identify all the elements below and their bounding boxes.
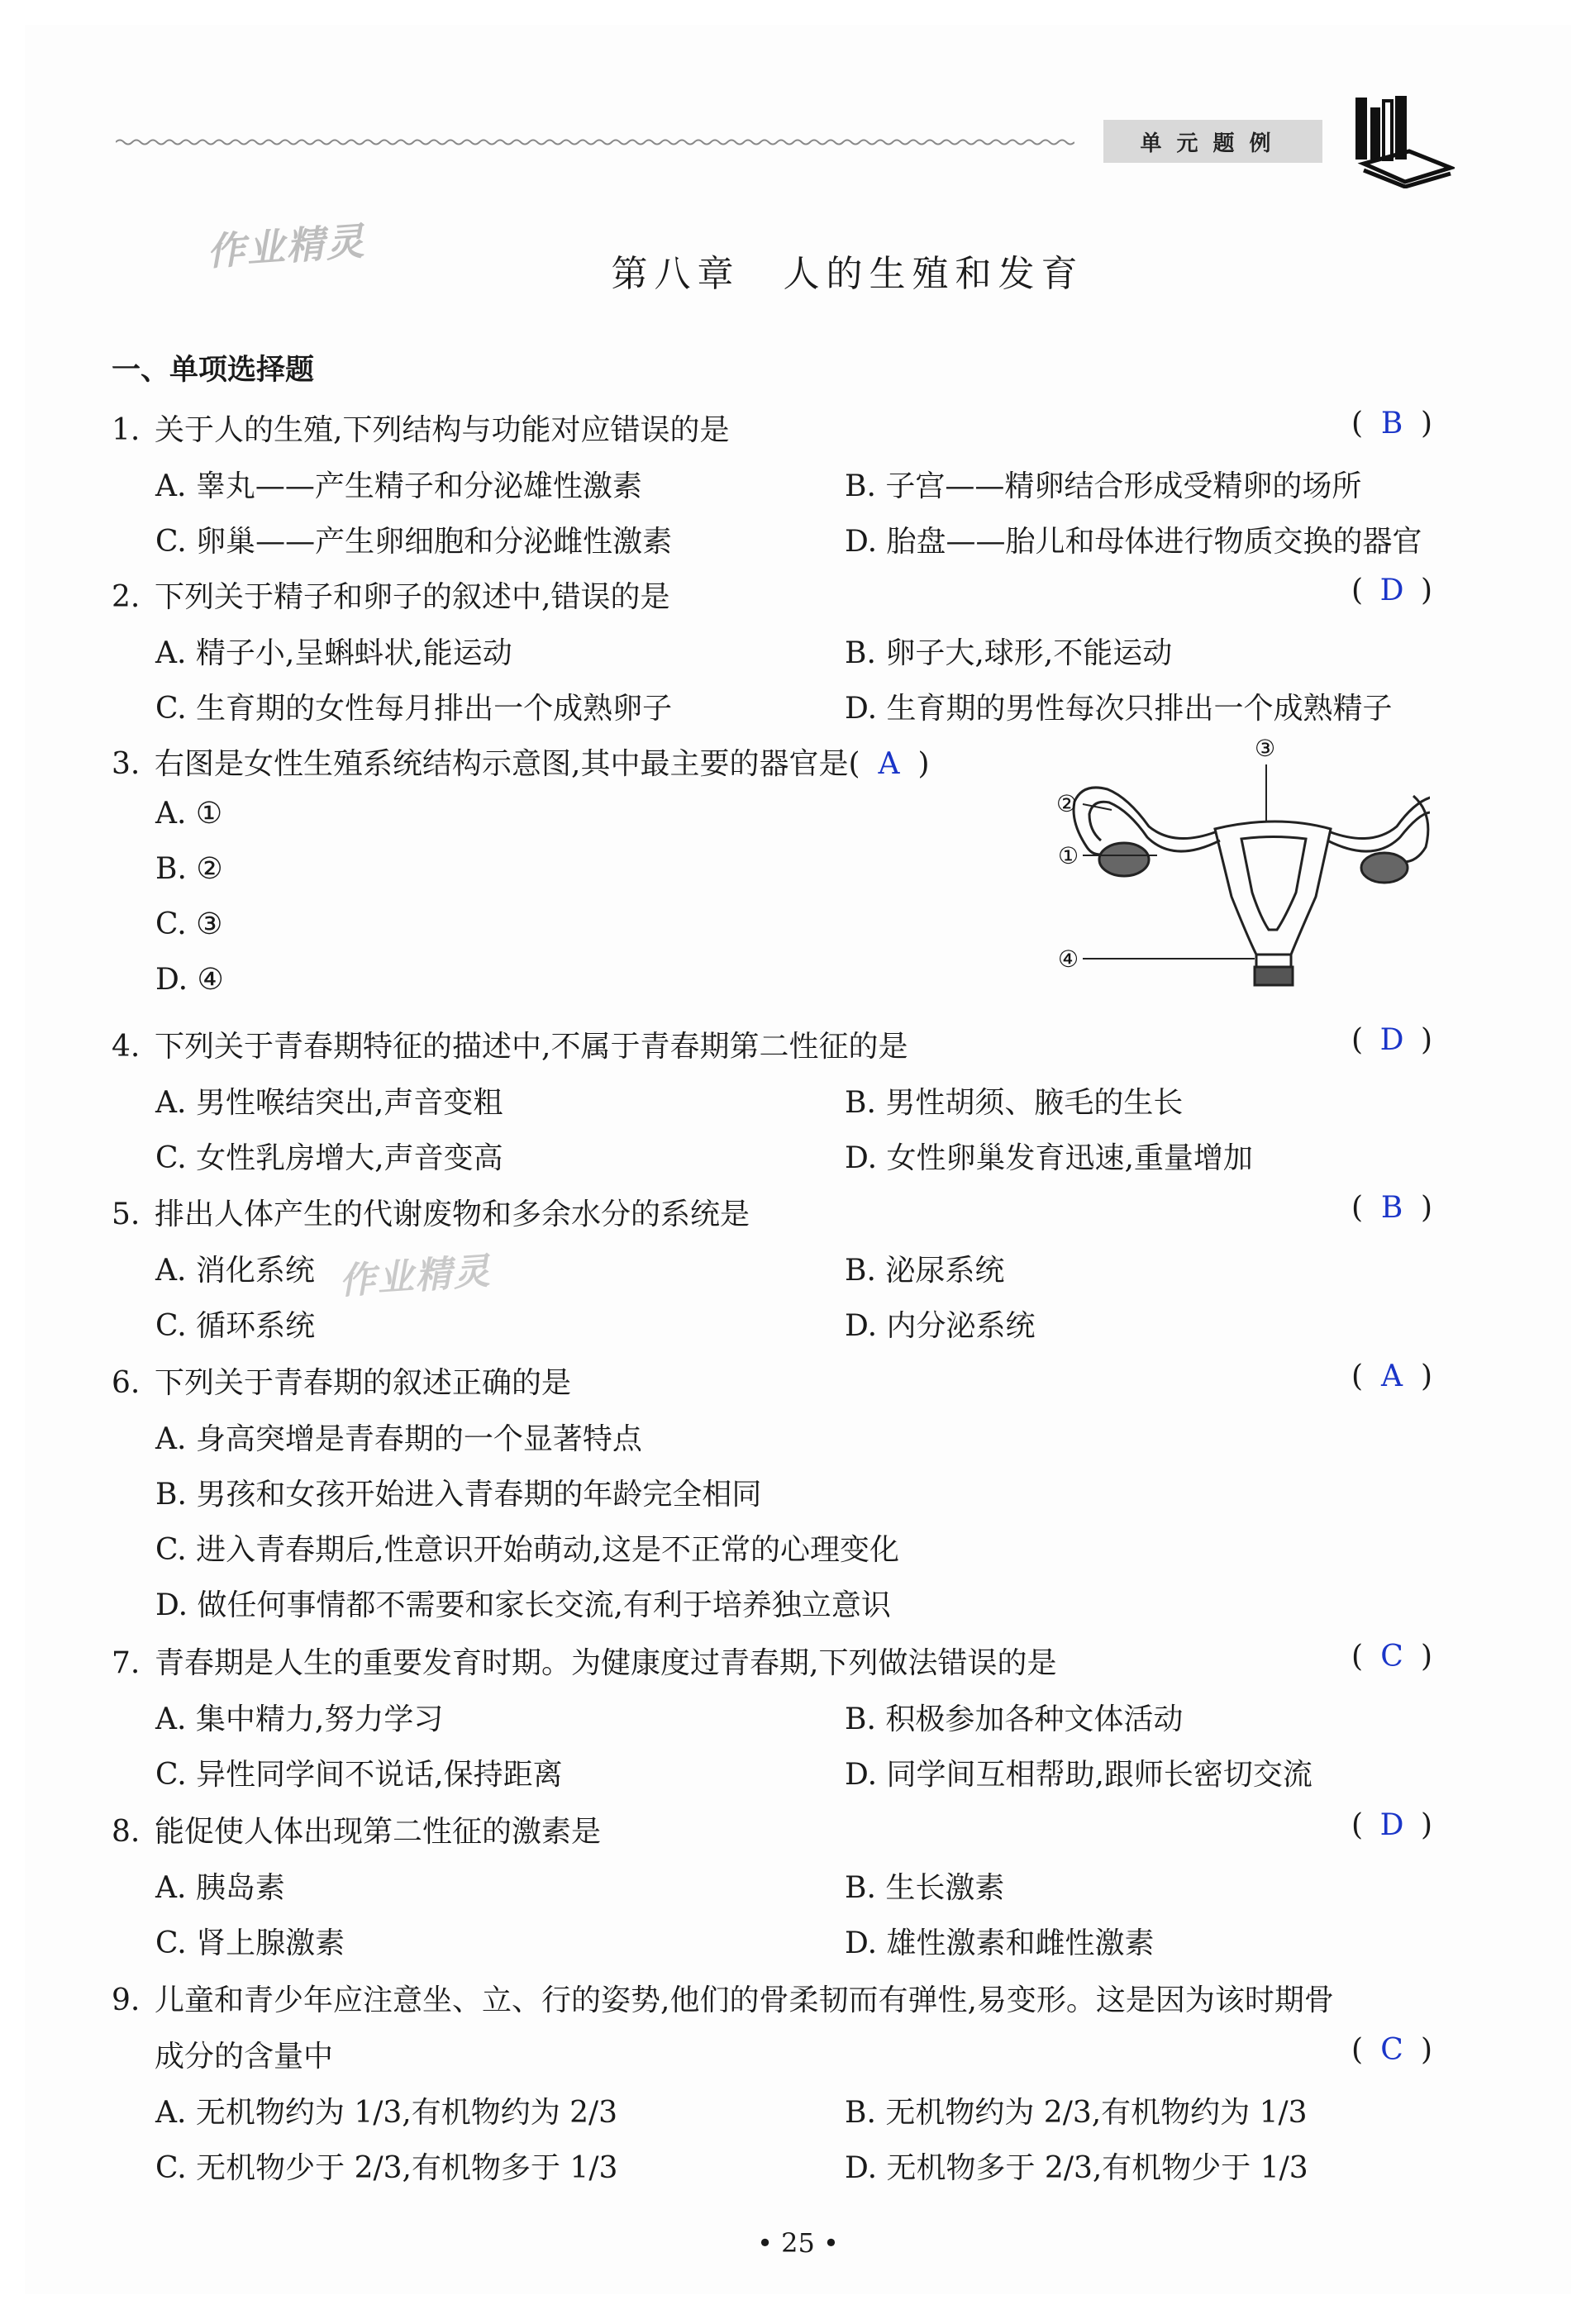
question-8-stem: 8. 能促使人体出现第二性征的激素是 [112, 1815, 602, 1849]
option-b: B. 男孩和女孩开始进入青春期的年龄完全相同 [155, 1478, 762, 1512]
watermark: 作业精灵 [337, 1250, 493, 1303]
question-6-stem: 6. 下列关于青春期的叙述正确的是 [112, 1366, 572, 1400]
figure-label-2: ② [1056, 790, 1078, 817]
option-d: D. 内分泌系统 [845, 1309, 1036, 1343]
chapter-title: 第八章 人的生殖和发育 [611, 253, 1084, 295]
header-wavy-rule [116, 136, 1074, 148]
question-2-answer: ( D ) [1351, 574, 1433, 607]
question-7-answer: ( C ) [1351, 1640, 1433, 1674]
option-c: C. 进入青春期后,性意识开始萌动,这是不正常的心理变化 [155, 1533, 900, 1567]
option-d: D. 女性卵巢发育迅速,重量增加 [845, 1141, 1253, 1175]
watermark: 作业精灵 [205, 218, 367, 274]
question-3-stem: 3. 右图是女性生殖系统结构示意图,其中最主要的器官是( A ) [112, 747, 930, 781]
option-d: D. 生育期的男性每次只排出一个成熟精子 [845, 692, 1393, 726]
option-c: C. 生育期的女性每月排出一个成熟卵子 [155, 692, 673, 726]
option-c: C. 循环系统 [155, 1309, 316, 1343]
unit-badge: 单元题例 [1103, 120, 1322, 163]
option-b: B. ② [155, 852, 223, 886]
option-a: A. 胰岛素 [155, 1871, 285, 1905]
option-b: B. 积极参加各种文体活动 [845, 1702, 1184, 1736]
option-b: B. 无机物约为 2/3,有机物约为 1/3 [845, 2096, 1308, 2130]
question-2-stem: 2. 下列关于精子和卵子的叙述中,错误的是 [112, 580, 670, 614]
question-4-answer: ( D ) [1351, 1023, 1433, 1057]
question-6-answer: ( A ) [1351, 1359, 1433, 1393]
option-a: A. 精子小,呈蝌蚪状,能运动 [155, 636, 512, 670]
option-b: B. 子宫——精卵结合形成受精卵的场所 [845, 469, 1362, 503]
option-b: B. 生长激素 [845, 1871, 1005, 1905]
option-c: C. 异性同学间不说话,保持距离 [155, 1758, 563, 1792]
question-1-stem: 1. 关于人的生殖,下列结构与功能对应错误的是 [112, 413, 730, 447]
question-8-answer: ( D ) [1351, 1808, 1433, 1842]
option-a: A. 集中精力,努力学习 [155, 1702, 444, 1736]
option-d: D. 做任何事情都不需要和家长交流,有利于培养独立意识 [155, 1588, 891, 1622]
option-c: C. 无机物少于 2/3,有机物多于 1/3 [155, 2151, 618, 2185]
option-a: A. 睾丸——产生精子和分泌雄性激素 [155, 469, 642, 503]
option-a: A. 男性喉结突出,声音变粗 [155, 1086, 503, 1120]
question-7-stem: 7. 青春期是人生的重要发育时期。为健康度过青春期,下列做法错误的是 [112, 1646, 1057, 1680]
figure-label-1: ① [1058, 842, 1079, 869]
option-c: C. 肾上腺激素 [155, 1926, 345, 1960]
figure-label-3: ③ [1255, 735, 1276, 762]
question-5-answer: ( B ) [1351, 1191, 1433, 1225]
question-9-stem-continued: 成分的含量中 [155, 2040, 334, 2074]
option-d: D. 同学间互相帮助,跟师长密切交流 [845, 1758, 1313, 1792]
question-9-answer: ( C ) [1351, 2033, 1433, 2067]
option-d: D. 胎盘——胎儿和母体进行物质交换的器官 [845, 525, 1422, 559]
option-a: A. ① [155, 797, 223, 831]
option-d: D. ④ [155, 963, 224, 997]
option-a: A. 身高突增是青春期的一个显著特点 [155, 1422, 642, 1456]
option-a: A. 无机物约为 1/3,有机物约为 2/3 [155, 2096, 618, 2130]
option-c: C. ③ [155, 907, 223, 941]
option-c: C. 女性乳房增大,声音变高 [155, 1141, 503, 1175]
question-9-stem: 9. 儿童和青少年应注意坐、立、行的姿势,他们的骨柔韧而有弹性,易变形。这是因为该时期骨 [112, 1983, 1334, 2017]
option-b: B. 男性胡须、腋毛的生长 [845, 1086, 1184, 1120]
option-d: D. 无机物多于 2/3,有机物少于 1/3 [845, 2151, 1308, 2185]
question-4-stem: 4. 下列关于青春期特征的描述中,不属于青春期第二性征的是 [112, 1030, 908, 1064]
option-b: B. 泌尿系统 [845, 1254, 1005, 1288]
question-5-stem: 5. 排出人体产生的代谢废物和多余水分的系统是 [112, 1198, 750, 1231]
option-d: D. 雄性激素和雌性激素 [845, 1926, 1155, 1960]
question-1-answer: ( B ) [1351, 407, 1433, 440]
figure-label-4: ④ [1058, 945, 1079, 973]
option-a: A. 消化系统 [155, 1254, 315, 1288]
option-b: B. 卵子大,球形,不能运动 [845, 636, 1173, 670]
female-reproductive-system-diagram [1050, 731, 1430, 988]
option-c: C. 卵巢——产生卵细胞和分泌雌性激素 [155, 525, 673, 559]
section-title: 一、单项选择题 [112, 354, 315, 387]
page-number: • 25 • [757, 2227, 839, 2259]
books-icon [1347, 89, 1455, 188]
